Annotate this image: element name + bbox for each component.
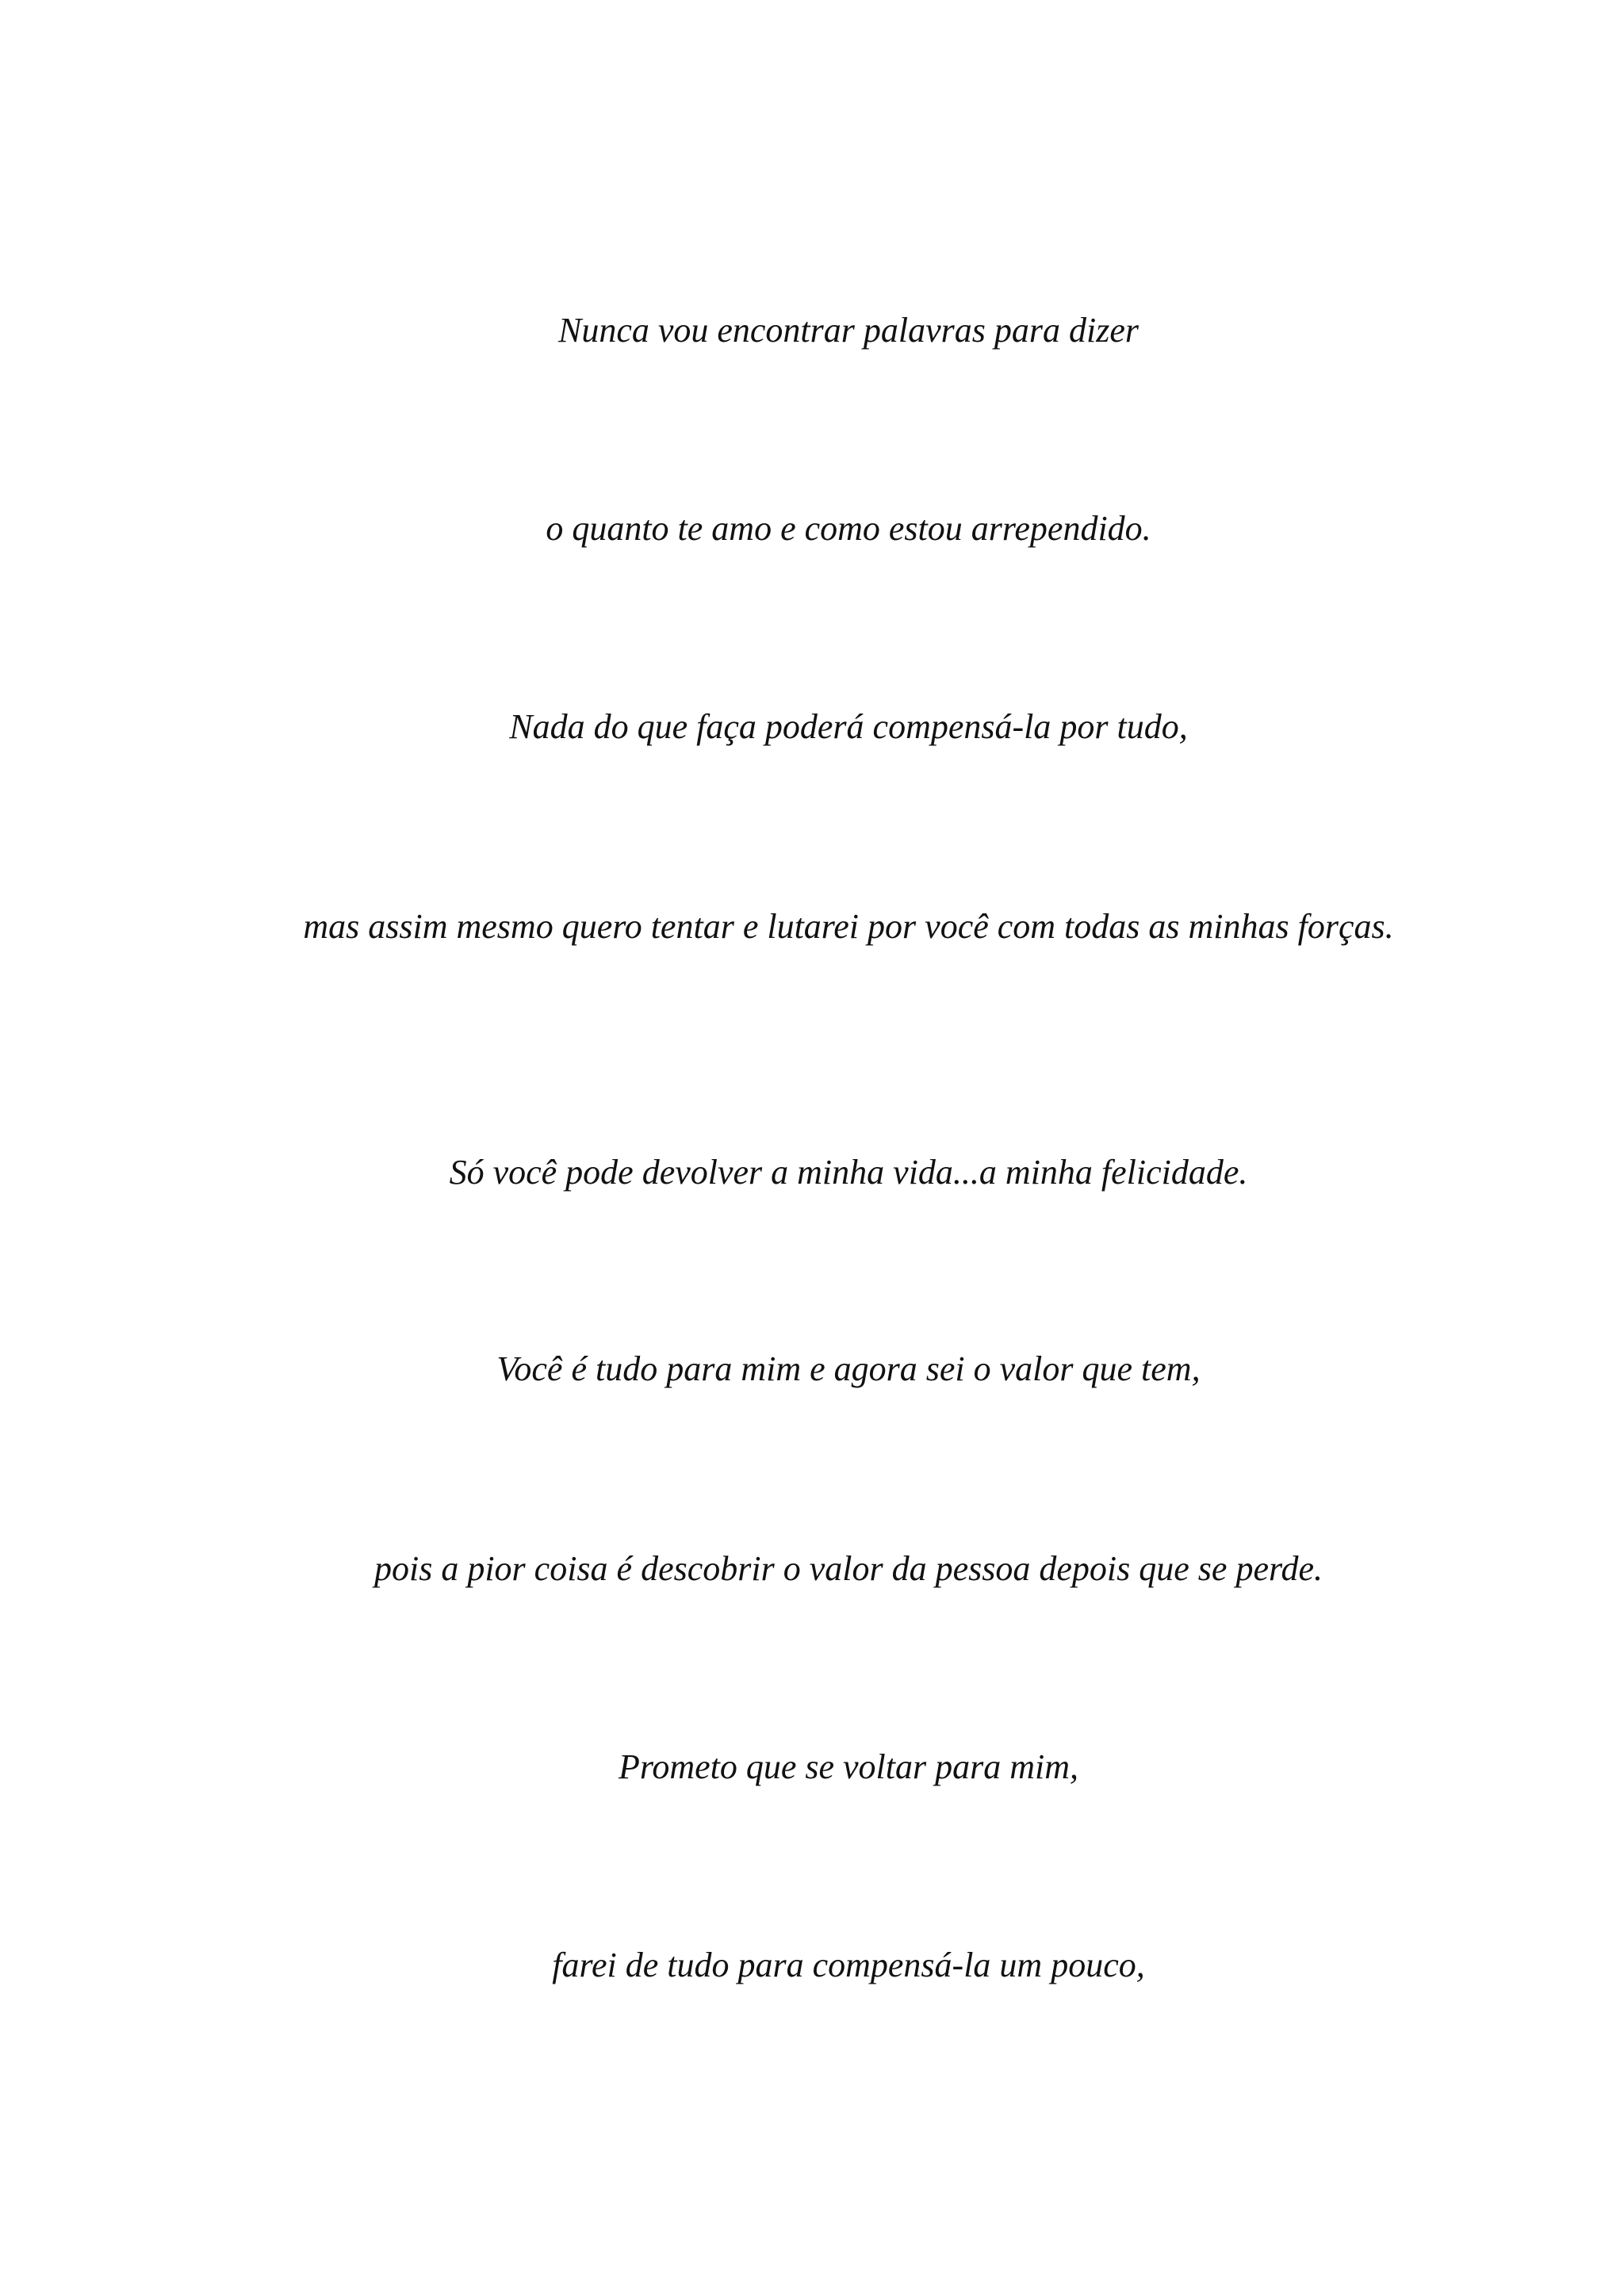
poem-line-2: o quanto te amo e como estou arrependido. — [546, 509, 1151, 548]
poem-line-8: Prometo que se voltar para mim, — [618, 1747, 1079, 1786]
poem-line-5: Só você pode devolver a minha vida...a minha felicidade. — [449, 1153, 1248, 1192]
poem-line-9: farei de tudo para compensá-la um pouco, — [552, 1946, 1145, 1984]
poem-line-1: Nunca vou encontrar palavras para dizer — [557, 311, 1139, 350]
poem-line-7: pois a pior coisa é descobrir o valor da pessoa depois que se perde. — [373, 1549, 1323, 1588]
poem-line-6: Você é tudo para mim e agora sei o valor que tem, — [496, 1349, 1201, 1388]
poem-line-3: Nada do que faça poderá compensá-la por tudo, — [509, 707, 1188, 746]
poem-line-4: mas assim mesmo quero tentar e lutarei por você com todas as minhas forças. — [303, 907, 1394, 946]
